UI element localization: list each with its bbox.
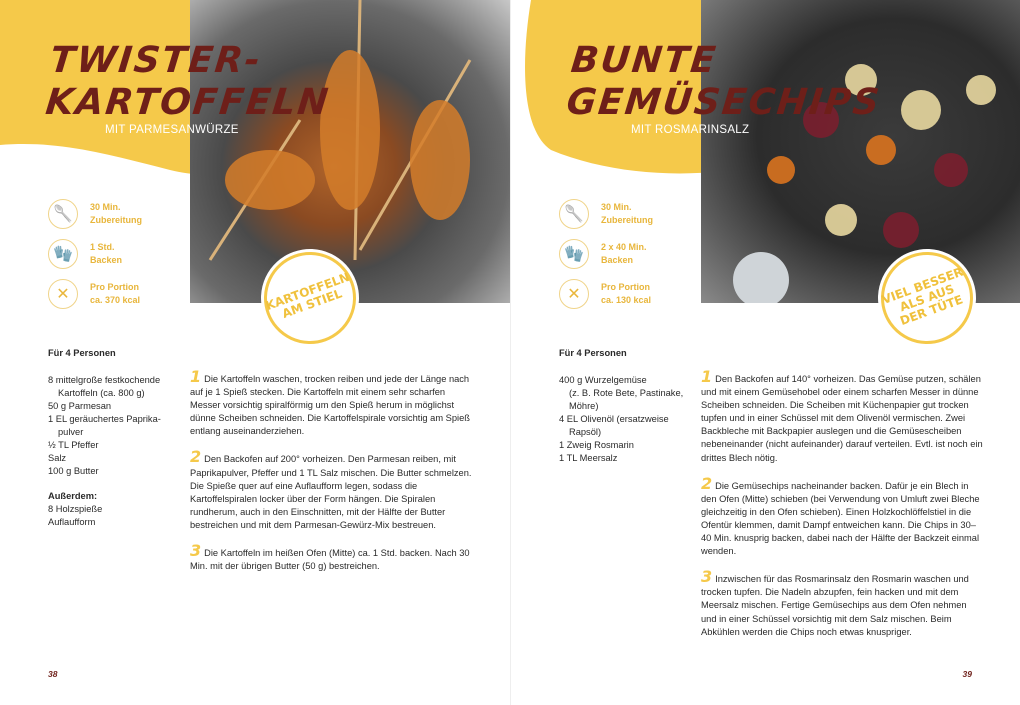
step: 2 Den Backofen auf 200° vorheizen. Den Parmesan reiben, mit Paprikapulver, Pfeffer und 1 TL Salz mischen. Die Butter schmelzen. Die Spieße quer auf eine Auflaufform legen, sodass die Kartoffelspiralen locker über der Form hängen. Die Spiralen rundherum, auch in den Einschnitten, mit der Hälfte der Butter bestreichen und mit dem Parmesan-Gewürz-Mix bestreuen.	[190, 447, 472, 530]
recipe-title: BUNTE GEMÜSECHIPS	[564, 40, 883, 123]
spoon-icon: 🥄	[559, 199, 589, 229]
oven-mitt-icon: 🧤	[48, 239, 78, 269]
servings: Für 4 Personen	[559, 348, 627, 358]
servings: Für 4 Personen	[48, 348, 116, 358]
recipe-subtitle: MIT PARMESANWÜRZE	[105, 124, 239, 136]
right-page	[510, 0, 1020, 705]
page-number: 38	[48, 669, 58, 679]
stat-calories: ✕ Pro Portion ca. 130 kcal	[559, 279, 651, 309]
step: 2 Die Gemüsechips nacheinander backen. Dafür je ein Blech in den Ofen (Mitte) schieben (bei Verwendung von Umluft zwei Bleche gleichzeitig in den Ofen schieben). Einen Holzkochlöffelstiel in die Ofentür klemmen, damit Dampf entweichen kann. Die Chips in 30–40 Min. knusprig backen, dabei nach der Hälfte der Backzeit einmal wenden.	[701, 473, 980, 557]
steps	[701, 367, 983, 651]
cutlery-icon: ✕	[559, 279, 589, 309]
ingredient-list: 400 g Wurzelgemüse (z. B. Rote Bete, Pastinake, Möhre) 4 EL Olivenöl (ersatzweise Rapsöl) 1 Zweig Rosmarin 1 TL Meersalz	[559, 375, 684, 463]
stat-bake-time: 🧤 2 x 40 Min. Backen	[559, 239, 647, 269]
stamp-badge: VIEL BESSER ALS AUS DER TÜTE	[868, 239, 986, 357]
cutlery-icon: ✕	[48, 279, 78, 309]
stat-prep-time: 🥄 30 Min. Zubereitung	[559, 199, 653, 229]
oven-mitt-icon: 🧤	[559, 239, 589, 269]
stat-calories: ✕ Pro Portion ca. 370 kcal	[48, 279, 140, 309]
step: 1 Die Kartoffeln waschen, trocken reiben und jede der Länge nach auf je 1 Spieß stecken. Die Kartoffeln mit einem sehr scharfen Messer vorsichtig spiralförmig um den Spieß herum in möglichst dünne Scheiben schneiden. Die Kartoffelspirale vorsichtig am Spieß entlang auseinanderziehen.	[190, 367, 470, 437]
step: 1 Den Backofen auf 140° vorheizen. Das Gemüse putzen, schälen und mit einem Gemüsehobel oder einem scharfen Messer in dünne Scheiben schneiden. Die Scheiben mit Küchenpapier gut trocken tupfen und in einer Schüssel mit dem Olivenöl vermischen. Zwei Backbleche mit Backpapier auslegen und die Gemüsescheiben nebeneinander (nicht aufeinander) darauf verteilen. Evtl. ist noch ein drittes Blech nötig.	[701, 367, 983, 463]
page-number: 39	[962, 669, 972, 679]
spoon-icon: 🥄	[48, 199, 78, 229]
recipe-subtitle: MIT ROSMARINSALZ	[631, 124, 750, 136]
ingredient-list: 8 mittelgroße festkochende Kartoffeln (ca. 800 g) 50 g Parmesan 1 EL geräuchertes Paprika- pulver ½ TL Pfeffer Salz 100 g Butter Außerdem: 8 Holzspieße Auflaufform	[48, 375, 161, 527]
recipe-title: TWISTER- KARTOFFELN	[43, 40, 332, 123]
stat-prep-time: 🥄 30 Min. Zubereitung	[48, 199, 142, 229]
stat-bake-time: 🧤 1 Std. Backen	[48, 239, 122, 269]
step: 3 Die Kartoffeln im heißen Ofen (Mitte) ca. 1 Std. backen. Nach 30 Min. mit der übrigen Butter (50 g) bestreichen.	[190, 541, 470, 572]
stamp-badge: KARTOFFELN AM STIEL	[251, 239, 369, 357]
steps	[190, 367, 472, 585]
step: 3 Inzwischen für das Rosmarinsalz den Rosmarin waschen und trocken tupfen. Die Nadeln abzupfen, fein hacken und mit dem Meersalz mischen. Fertige Gemüsechips aus dem Ofen nehmen und in einer Schüssel vorsichtig mit dem Salz mischen. Beim Abkühlen werden die Chips noch etwas knuspriger.	[701, 567, 969, 637]
